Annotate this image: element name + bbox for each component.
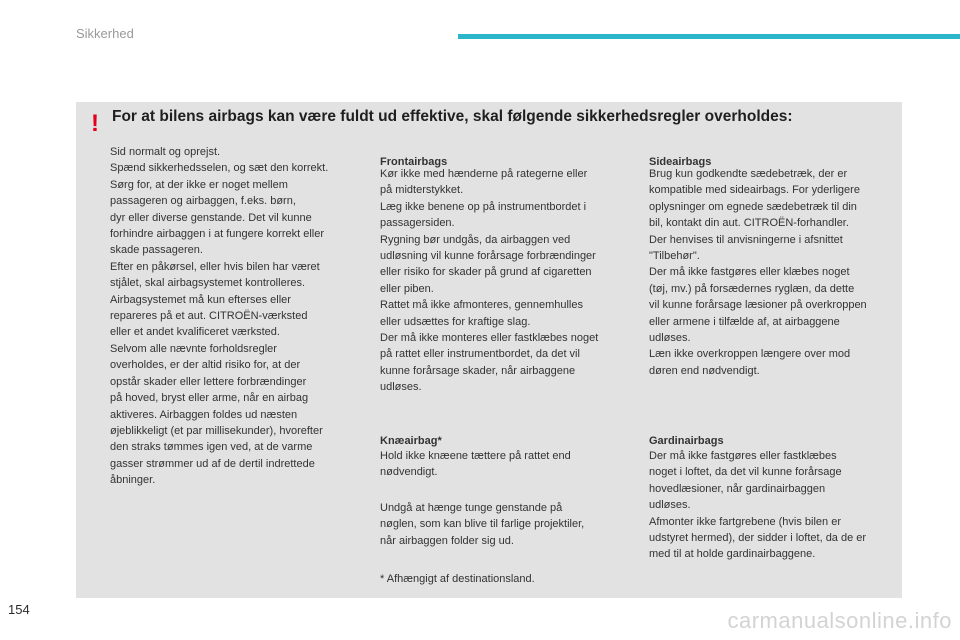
text-line: eller udsættes for kraftige slag. — [380, 315, 531, 328]
text-line: udløses. — [380, 381, 422, 394]
side-airbags-text — [649, 166, 901, 379]
intro-line: Sørg for, at der ikke er noget mellem — [110, 178, 288, 191]
intro-line: repareres på et aut. CITROËN-værksted — [110, 310, 308, 323]
curtain-airbags-text — [649, 448, 901, 563]
intro-line: forhindre airbaggen i at fungere korrekt eller — [110, 228, 325, 241]
text-line: eller piben. — [380, 282, 434, 295]
intro-line: øjeblikkeligt (et par millisekunder), hvorefter — [110, 424, 323, 437]
intro-line: overholdes, er der altid risiko for, at der — [110, 359, 301, 372]
panel-title: For at bilens airbags kan være fuldt ud effektive, skal følgende sikkerhedsregler overholdes: — [112, 108, 793, 125]
text-line: nødvendigt. — [380, 466, 438, 479]
text-line: Der må ikke monteres eller fastklæbes noget — [380, 332, 599, 345]
text-line: udløses. — [649, 499, 691, 512]
knee-airbag-text-2 — [380, 500, 634, 549]
intro-line: eller et andet kvalificeret værksted. — [110, 326, 280, 339]
side-airbags-heading: Sideairbags — [649, 156, 712, 169]
intro-line: Airbagsystemet må kun efterses eller — [110, 293, 291, 306]
text-line: Rattet må ikke afmonteres, gennemhulles — [380, 299, 583, 312]
text-line: Undgå at hænge tunge genstande på — [380, 502, 563, 514]
intro-line: Efter en påkørsel, eller hvis bilen har været — [110, 260, 320, 273]
intro-line: opstår skader eller lettere forbrændinger — [110, 375, 307, 388]
text-line: døren end nødvendigt. — [649, 364, 760, 377]
text-line: bil, kontakt din aut. CITROËN-forhandler. — [649, 217, 849, 230]
intro-line: skade passageren. — [110, 244, 203, 257]
intro-text — [110, 144, 362, 489]
front-airbags-text — [380, 166, 634, 396]
page-number: 154 — [8, 602, 30, 617]
intro-line: aktiveres. Airbaggen foldes ud næsten — [110, 408, 298, 421]
front-airbags-heading: Frontairbags — [380, 156, 448, 169]
text-line: noget i loftet, da det vil kunne forårsage — [649, 466, 842, 479]
text-line: Brug kun godkendte sædebetræk, der er — [649, 168, 848, 180]
knee-airbag-text-1 — [380, 448, 634, 481]
intro-line: stjålet, skal airbagsystemet kontrolleres. — [110, 277, 306, 290]
text-line: når airbaggen folder sig ud. — [380, 534, 514, 547]
curtain-airbags-heading: Gardinairbags — [649, 435, 724, 448]
section-label: Sikkerhed — [76, 26, 134, 41]
text-line: kompatible med sideairbags. For yderligere — [649, 184, 860, 197]
section-rule — [458, 34, 960, 39]
knee-airbag-heading: Knæairbag* — [380, 435, 442, 448]
intro-line: gasser strømmer ud af de dertil indrettede — [110, 457, 315, 470]
text-line: på midterstykket. — [380, 184, 464, 197]
text-line: Kør ikke med hænderne på rategerne eller — [380, 168, 588, 180]
intro-line: passageren og airbaggen, f.eks. børn, — [110, 195, 296, 208]
text-line: udløses. — [649, 332, 691, 345]
text-line: udløsning vil kunne forårsage forbrændinger — [380, 250, 596, 263]
intro-line: den straks tømmes igen ved, at de varme — [110, 441, 313, 454]
text-line: nøglen, som kan blive til farlige projektiler, — [380, 518, 585, 531]
intro-line: på hoved, bryst eller arme, når en airbag — [110, 392, 309, 405]
text-line: udstyret hermed), der sidder i loftet, da de er — [649, 532, 867, 545]
text-line: med til at holde gardinairbaggene. — [649, 548, 816, 561]
text-line: Afmonter ikke fartgrebene (hvis bilen er — [649, 515, 841, 528]
text-line: vil kunne forårsage læsioner på overkroppen — [649, 299, 867, 312]
text-line: Læg ikke benene op på instrumentbordet i — [380, 200, 587, 213]
text-line: passagersiden. — [380, 217, 455, 230]
watermark: carmanualsonline.info — [727, 608, 952, 633]
intro-line: dyr eller diverse genstande. Det vil kunne — [110, 211, 312, 224]
text-line: Hold ikke knæene tættere på rattet end — [380, 450, 571, 462]
intro-line: Selvom alle nævnte forholdsregler — [110, 342, 277, 355]
text-line: (tøj, mv.) på forsædernes ryglæn, da dette — [649, 282, 855, 295]
text-line: eller risiko for skader på grund af cigaretten — [380, 266, 592, 279]
text-line: på rattet eller instrumentbordet, da det vil — [380, 348, 580, 361]
intro-line: Sid normalt og oprejst. — [110, 146, 221, 158]
knee-footnote: * Afhængigt af destinationsland. — [380, 573, 535, 585]
text-line: eller armene i tilfælde af, at airbaggene — [649, 315, 840, 328]
text-line: Der må ikke fastgøres eller klæbes noget — [649, 266, 850, 279]
safety-panel — [76, 102, 902, 598]
text-line: Læn ikke overkroppen længere over mod — [649, 348, 851, 361]
text-line: Rygning bør undgås, da airbaggen ved — [380, 233, 571, 246]
intro-line: åbninger. — [110, 474, 156, 487]
text-line: Der må ikke fastgøres eller fastklæbes — [649, 450, 837, 462]
text-line: "Tilbehør". — [649, 250, 700, 263]
text-line: hovedlæsioner, når gardinairbaggen — [649, 482, 826, 495]
warning-icon: ! — [91, 110, 99, 137]
text-line: oplysninger om egnede sædebetræk til din — [649, 200, 857, 213]
text-line: Der henvises til anvisningerne i afsnittet — [649, 233, 843, 246]
intro-line: Spænd sikkerhedsselen, og sæt den korrekt. — [110, 162, 329, 175]
text-line: kunne forårsage skader, når airbaggene — [380, 364, 576, 377]
